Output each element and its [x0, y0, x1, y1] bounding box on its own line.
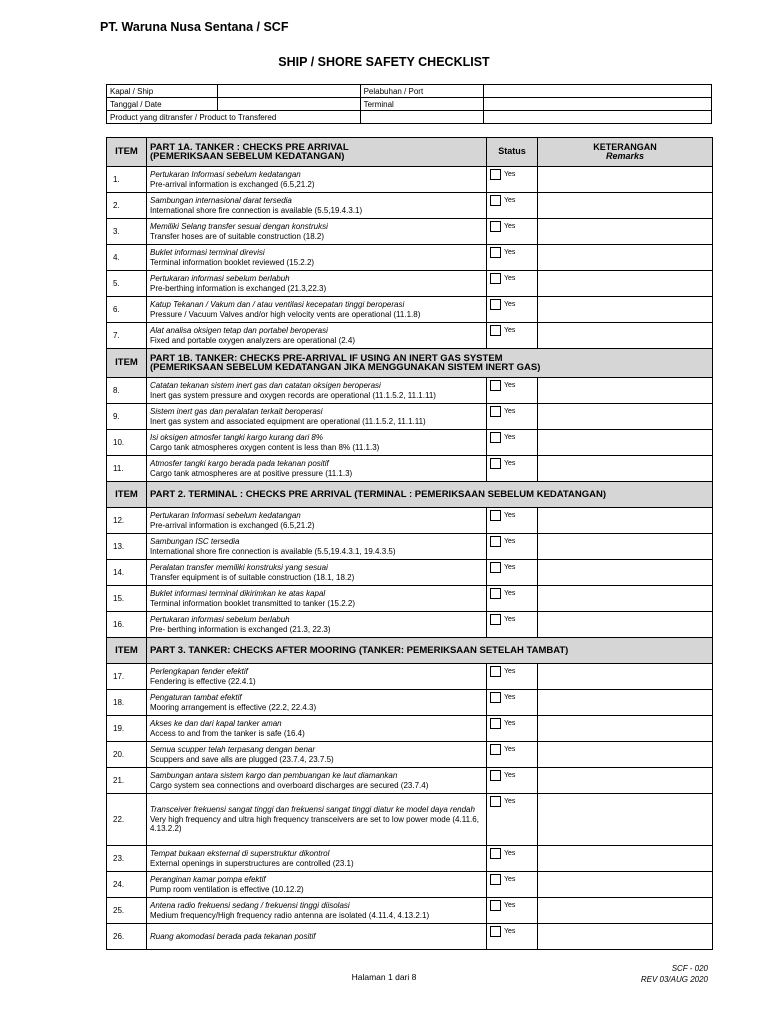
- remarks-field[interactable]: [538, 219, 713, 245]
- doc-code: SCF - 020: [671, 964, 708, 973]
- description-english: Very high frequency and ultra high frequency transceivers are set to low power mode (4.11.6, 4.13.2.2): [150, 814, 479, 834]
- terminal-field[interactable]: [484, 98, 712, 111]
- status-cell: [487, 456, 538, 482]
- remarks-field[interactable]: [538, 378, 713, 404]
- status-cell: [487, 924, 538, 950]
- yes-checkbox[interactable]: [490, 273, 501, 284]
- description-indonesian: Pengaturan tambat efektif: [150, 693, 242, 702]
- item-number: 20.: [107, 742, 147, 768]
- yes-checkbox[interactable]: [490, 195, 501, 206]
- description-indonesian: Peralatan transfer memiliki konstruksi yang sesuai: [150, 563, 328, 572]
- item-description: [147, 193, 487, 219]
- item-number: 16.: [107, 612, 147, 638]
- date-field[interactable]: [217, 98, 360, 111]
- yes-checkbox[interactable]: [490, 718, 501, 729]
- status-cell: [487, 898, 538, 924]
- yes-checkbox[interactable]: [490, 848, 501, 859]
- checklist-row: [107, 846, 713, 872]
- yes-checkbox[interactable]: [490, 169, 501, 180]
- checklist-row: [107, 924, 713, 950]
- description-english: Terminal information booklet transmitted to tanker (15.2.2): [150, 598, 355, 608]
- status-cell: [487, 534, 538, 560]
- checklist-row: [107, 297, 713, 323]
- yes-label: Yes: [504, 222, 516, 230]
- description-english: Transfer equipment is of suitable construction (18.1, 18.2): [150, 572, 355, 582]
- item-description: [147, 924, 487, 950]
- yes-label: Yes: [504, 797, 516, 805]
- status-cell: [487, 430, 538, 456]
- section-title-text: PART 1A. TANKER : CHECKS PRE ARRIVAL: [150, 141, 349, 153]
- port-label: Pelabuhan / Port: [360, 85, 484, 98]
- remarks-field[interactable]: [538, 271, 713, 297]
- yes-label: Yes: [504, 511, 516, 519]
- description-english: Fixed and portable oxygen analyzers are operational (2.4): [150, 335, 356, 345]
- description-indonesian: Akses ke dan dari kapal tanker aman: [150, 719, 282, 728]
- yes-checkbox[interactable]: [490, 562, 501, 573]
- description-english: International shore fire connection is available (5.5,19.4.3.1): [150, 205, 363, 215]
- item-number: 4.: [107, 245, 147, 271]
- status-cell: [487, 690, 538, 716]
- item-number: 10.: [107, 430, 147, 456]
- description-english: Mooring arrangement is effective (22.2, 22.4.3): [150, 702, 317, 712]
- status-cell: [487, 508, 538, 534]
- checklist-row: [107, 271, 713, 297]
- status-column-header: Status: [487, 138, 538, 167]
- remarks-field[interactable]: [538, 716, 713, 742]
- description-indonesian: Buklet informasi terminal dikirimkan ke atas kapal: [150, 589, 326, 598]
- yes-label: Yes: [504, 248, 516, 256]
- checklist-row: [107, 508, 713, 534]
- description-english: Inert gas system and associated equipment are operational (11.1.5.2, 11.1.11): [150, 416, 426, 426]
- yes-label: Yes: [504, 537, 516, 545]
- status-cell: [487, 768, 538, 794]
- item-number: 25.: [107, 898, 147, 924]
- item-description: [147, 378, 487, 404]
- remarks-field[interactable]: [538, 586, 713, 612]
- yes-checkbox[interactable]: [490, 666, 501, 677]
- checklist-row: [107, 378, 713, 404]
- section-subtitle-text: (PEMERIKSAAN SEBELUM KEDATANGAN): [150, 151, 345, 162]
- yes-label: Yes: [504, 196, 516, 204]
- description-english: Terminal information booklet reviewed (15.2.2): [150, 257, 315, 267]
- description-english: Pre-berthing information is exchanged (21.3,22.3): [150, 283, 327, 293]
- checklist-row: [107, 794, 713, 846]
- page-number: Halaman 1 dari 8: [351, 972, 417, 982]
- item-number: 13.: [107, 534, 147, 560]
- description-english: External openings in superstructures are controlled (23.1): [150, 858, 354, 868]
- item-number: 7.: [107, 323, 147, 349]
- description-indonesian: Sambungan internasional darat tersedia: [150, 196, 292, 205]
- description-english: Inert gas system pressure and oxygen records are operational (11.1.5.2, 11.1.11): [150, 390, 436, 400]
- yes-checkbox[interactable]: [490, 432, 501, 443]
- yes-checkbox[interactable]: [490, 692, 501, 703]
- remarks-id-label: KETERANGAN: [593, 141, 657, 152]
- description-english: Pre-arrival information is exchanged (6.5,21.2): [150, 520, 315, 530]
- item-number: 19.: [107, 716, 147, 742]
- status-cell: [487, 193, 538, 219]
- yes-label: Yes: [504, 563, 516, 571]
- yes-label: Yes: [504, 407, 516, 415]
- checklist-row: [107, 690, 713, 716]
- ship-label: Kapal / Ship: [107, 85, 218, 98]
- remarks-field[interactable]: [538, 924, 713, 950]
- revision: REV 03/AUG 2020: [640, 975, 708, 984]
- remarks-column-header: [538, 138, 713, 167]
- product-field-extra[interactable]: [484, 111, 712, 124]
- item-number: 24.: [107, 872, 147, 898]
- checklist-row: [107, 219, 713, 245]
- yes-label: Yes: [504, 693, 516, 701]
- remarks-field[interactable]: [538, 794, 713, 846]
- checklist-row: [107, 323, 713, 349]
- yes-checkbox[interactable]: [490, 247, 501, 258]
- section-title-text: PART 2. TERMINAL : CHECKS PRE ARRIVAL (TERMINAL : PEMERIKSAAN SEBELUM KEDATANGAN): [150, 488, 607, 500]
- remarks-field[interactable]: [538, 872, 713, 898]
- section-title: [147, 138, 487, 167]
- item-description: [147, 534, 487, 560]
- item-description: [147, 872, 487, 898]
- yes-label: Yes: [504, 589, 516, 597]
- info-table: [106, 84, 712, 124]
- yes-label: Yes: [504, 667, 516, 675]
- item-number: 8.: [107, 378, 147, 404]
- description-indonesian: Tempat bukaan eksternal di superstruktur dikontrol: [150, 849, 330, 858]
- status-cell: [487, 404, 538, 430]
- yes-checkbox[interactable]: [490, 926, 501, 937]
- description-indonesian: Ruang akomodasi berada pada tekanan positif: [150, 931, 316, 941]
- description-indonesian: Atmosfer tangki kargo berada pada tekanan positif: [150, 459, 329, 468]
- item-description: [147, 846, 487, 872]
- checklist-row: [107, 404, 713, 430]
- yes-checkbox[interactable]: [490, 325, 501, 336]
- checklist-row: [107, 193, 713, 219]
- product-field[interactable]: [360, 111, 484, 124]
- status-cell: [487, 586, 538, 612]
- item-description: [147, 794, 487, 846]
- yes-label: Yes: [504, 615, 516, 623]
- item-column-header: ITEM: [107, 638, 147, 664]
- description-english: Pre- berthing information is exchanged (21.3, 22.3): [150, 624, 331, 634]
- checklist-row: [107, 534, 713, 560]
- yes-checkbox[interactable]: [490, 406, 501, 417]
- status-cell: [487, 323, 538, 349]
- checklist-row: [107, 898, 713, 924]
- item-column-header: ITEM: [107, 138, 147, 167]
- section-title: [147, 482, 713, 508]
- checklist-row: [107, 586, 713, 612]
- yes-label: Yes: [504, 771, 516, 779]
- description-english: Scuppers and save alls are plugged (23.7.4, 23.7.5): [150, 754, 334, 764]
- item-description: [147, 456, 487, 482]
- item-description: [147, 664, 487, 690]
- description-indonesian: Memiliki Selang transfer sesuai dengan konstruksi: [150, 222, 328, 231]
- item-number: 22.: [107, 794, 147, 846]
- item-description: [147, 297, 487, 323]
- port-field[interactable]: [484, 85, 712, 98]
- yes-label: Yes: [504, 901, 516, 909]
- description-indonesian: Pertukaran Informasi sebelum kedatangan: [150, 511, 301, 520]
- status-cell: [487, 794, 538, 846]
- description-english: Cargo tank atmospheres oxygen content is less than 8% (11.1.3): [150, 442, 380, 452]
- section-title-text: PART 1B. TANKER: CHECKS PRE-ARRIVAL IF USING AN INERT GAS SYSTEM: [150, 352, 503, 364]
- description-english: Cargo system sea connections and overboard discharges are secured (23.7.4): [150, 780, 429, 790]
- item-number: 6.: [107, 297, 147, 323]
- item-description: [147, 560, 487, 586]
- yes-label: Yes: [504, 433, 516, 441]
- yes-label: Yes: [504, 459, 516, 467]
- description-indonesian: Semua scupper telah terpasang dengan benar: [150, 745, 316, 754]
- status-cell: [487, 167, 538, 193]
- description-indonesian: Peranginan kamar pompa efektif: [150, 875, 266, 884]
- yes-label: Yes: [504, 326, 516, 334]
- yes-checkbox[interactable]: [490, 900, 501, 911]
- description-indonesian: Sistem inert gas dan peralatan terkait beroperasi: [150, 407, 323, 416]
- description-english: Pump room ventilation is effective (10.12.2): [150, 884, 304, 894]
- section-title: [147, 638, 713, 664]
- description-indonesian: Sambungan antara sistem kargo dan pembuangan ke laut diamankan: [150, 771, 398, 780]
- remarks-field[interactable]: [538, 323, 713, 349]
- checklist-row: [107, 872, 713, 898]
- checklist-row: [107, 430, 713, 456]
- item-number: 1.: [107, 167, 147, 193]
- yes-checkbox[interactable]: [490, 510, 501, 521]
- description-indonesian: Alat analisa oksigen tetap dan portabel beroperasi: [150, 326, 328, 335]
- remarks-field[interactable]: [538, 898, 713, 924]
- yes-checkbox[interactable]: [490, 614, 501, 625]
- item-description: [147, 430, 487, 456]
- remarks-field[interactable]: [538, 846, 713, 872]
- remarks-field[interactable]: [538, 508, 713, 534]
- item-number: 12.: [107, 508, 147, 534]
- status-cell: [487, 297, 538, 323]
- status-cell: [487, 271, 538, 297]
- yes-checkbox[interactable]: [490, 458, 501, 469]
- description-indonesian: Sambungan ISC tersedia: [150, 537, 240, 546]
- item-description: [147, 404, 487, 430]
- item-number: 5.: [107, 271, 147, 297]
- yes-label: Yes: [504, 274, 516, 282]
- status-cell: [487, 742, 538, 768]
- remarks-field[interactable]: [538, 430, 713, 456]
- status-cell: [487, 846, 538, 872]
- description-english: Pre-arrival information is exchanged (6.5,21.2): [150, 179, 315, 189]
- item-number: 18.: [107, 690, 147, 716]
- description-indonesian: Buklet informasi terminal direvisi: [150, 248, 265, 257]
- description-indonesian: Pertukaran Informasi sebelum kedatangan: [150, 170, 301, 179]
- section-subtitle-text: (PEMERIKSAAN SEBELUM KEDATANGAN JIKA MENGGUNAKAN SISTEM INERT GAS): [150, 362, 541, 373]
- item-number: 23.: [107, 846, 147, 872]
- status-cell: [487, 716, 538, 742]
- remarks-field[interactable]: [538, 404, 713, 430]
- document-title: SHIP / SHORE SAFETY CHECKLIST: [278, 55, 490, 69]
- status-cell: [487, 872, 538, 898]
- date-label: Tanggal / Date: [107, 98, 218, 111]
- item-column-header: ITEM: [107, 349, 147, 378]
- item-number: 3.: [107, 219, 147, 245]
- remarks-field[interactable]: [538, 690, 713, 716]
- item-description: [147, 716, 487, 742]
- item-number: 17.: [107, 664, 147, 690]
- status-cell: [487, 612, 538, 638]
- remarks-field[interactable]: [538, 167, 713, 193]
- checklist-row: [107, 742, 713, 768]
- description-english: International shore fire connection is available (5.5,19.4.3.1, 19.4.3.5): [150, 546, 396, 556]
- item-description: [147, 271, 487, 297]
- description-indonesian: Transceiver frekuensi sangat tinggi dan frekuensi sangat tinggi diatur ke model daya rendah: [150, 805, 475, 815]
- description-english: Cargo tank atmospheres are at positive pressure (11.1.3): [150, 468, 353, 478]
- item-description: [147, 690, 487, 716]
- checklist-row: [107, 716, 713, 742]
- description-indonesian: Catatan tekanan sistem inert gas dan catatan oksigen beroperasi: [150, 381, 381, 390]
- item-description: [147, 245, 487, 271]
- checklist-row: [107, 612, 713, 638]
- status-cell: [487, 245, 538, 271]
- section-header: [107, 638, 713, 664]
- remarks-field[interactable]: [538, 768, 713, 794]
- description-english: Fendering is effective (22.4.1): [150, 676, 256, 686]
- document-reference: [641, 963, 708, 985]
- yes-checkbox[interactable]: [490, 588, 501, 599]
- status-cell: [487, 378, 538, 404]
- item-number: 9.: [107, 404, 147, 430]
- item-column-header: ITEM: [107, 482, 147, 508]
- terminal-label: Terminal: [360, 98, 484, 111]
- section-header: [107, 349, 713, 378]
- remarks-field[interactable]: [538, 534, 713, 560]
- yes-checkbox[interactable]: [490, 221, 501, 232]
- yes-label: Yes: [504, 170, 516, 178]
- yes-label: Yes: [504, 719, 516, 727]
- item-number: 15.: [107, 586, 147, 612]
- checklist-body: [107, 138, 713, 950]
- description-indonesian: Isi oksigen atmosfer tangki kargo kurang dari 8%: [150, 433, 323, 442]
- checklist-row: [107, 768, 713, 794]
- yes-label: Yes: [504, 927, 516, 935]
- yes-checkbox[interactable]: [490, 299, 501, 310]
- item-number: 14.: [107, 560, 147, 586]
- ship-field[interactable]: [217, 85, 360, 98]
- remarks-field[interactable]: [538, 664, 713, 690]
- product-label: Product yang ditransfer / Product to Transfered: [107, 111, 361, 124]
- description-indonesian: Pertukaran informasi sebelum berlabuh: [150, 274, 290, 283]
- status-cell: [487, 219, 538, 245]
- checklist-row: [107, 167, 713, 193]
- yes-checkbox[interactable]: [490, 874, 501, 885]
- description-indonesian: Katup Tekanan / Vakum dan / atau ventilasi kecepatan tinggi beroperasi: [150, 300, 405, 309]
- remarks-field[interactable]: [538, 456, 713, 482]
- section-header: [107, 138, 713, 167]
- yes-label: Yes: [504, 381, 516, 389]
- yes-label: Yes: [504, 849, 516, 857]
- item-description: [147, 898, 487, 924]
- item-description: [147, 742, 487, 768]
- description-indonesian: Antena radio frekuensi sedang / frekuensi tinggi diisolasi: [150, 901, 350, 910]
- item-description: [147, 508, 487, 534]
- item-description: [147, 323, 487, 349]
- remarks-en-label: Remarks: [605, 151, 645, 161]
- status-cell: [487, 560, 538, 586]
- item-number: 2.: [107, 193, 147, 219]
- yes-checkbox[interactable]: [490, 380, 501, 391]
- item-number: 21.: [107, 768, 147, 794]
- section-title-text: PART 3. TANKER: CHECKS AFTER MOORING (TANKER: PEMERIKSAAN SETELAH TAMBAT): [150, 644, 569, 656]
- item-description: [147, 586, 487, 612]
- remarks-field[interactable]: [538, 560, 713, 586]
- remarks-field[interactable]: [538, 742, 713, 768]
- item-description: [147, 219, 487, 245]
- checklist-table: [106, 137, 713, 950]
- item-description: [147, 768, 487, 794]
- checklist-row: [107, 245, 713, 271]
- item-number: 11.: [107, 456, 147, 482]
- remarks-field[interactable]: [538, 245, 713, 271]
- description-indonesian: Pertukaran informasi sebelum berlabuh: [150, 615, 290, 624]
- description-english: Access to and from the tanker is safe (16.4): [150, 728, 305, 738]
- checklist-row: [107, 456, 713, 482]
- yes-label: Yes: [504, 875, 516, 883]
- section-title: [147, 349, 713, 378]
- item-description: [147, 167, 487, 193]
- yes-checkbox[interactable]: [490, 744, 501, 755]
- description-indonesian: Perlengkapan fender efektif: [150, 667, 248, 676]
- remarks-field[interactable]: [538, 193, 713, 219]
- item-number: 26.: [107, 924, 147, 950]
- item-description: [147, 612, 487, 638]
- status-cell: [487, 664, 538, 690]
- description-english: Transfer hoses are of suitable construction (18.2): [150, 231, 325, 241]
- yes-label: Yes: [504, 300, 516, 308]
- company-name: PT. Waruna Nusa Sentana / SCF: [100, 20, 289, 34]
- remarks-field[interactable]: [538, 612, 713, 638]
- yes-checkbox[interactable]: [490, 796, 501, 807]
- yes-checkbox[interactable]: [490, 536, 501, 547]
- description-english: Pressure / Vacuum Valves and/or high velocity vents are operational (11.1.8): [150, 309, 421, 319]
- yes-label: Yes: [504, 745, 516, 753]
- description-english: Medium frequency/High frequency radio antenna are isolated (4.11.4, 4.13.2.1): [150, 910, 430, 920]
- checklist-row: [107, 560, 713, 586]
- checklist-row: [107, 664, 713, 690]
- section-header: [107, 482, 713, 508]
- remarks-field[interactable]: [538, 297, 713, 323]
- yes-checkbox[interactable]: [490, 770, 501, 781]
